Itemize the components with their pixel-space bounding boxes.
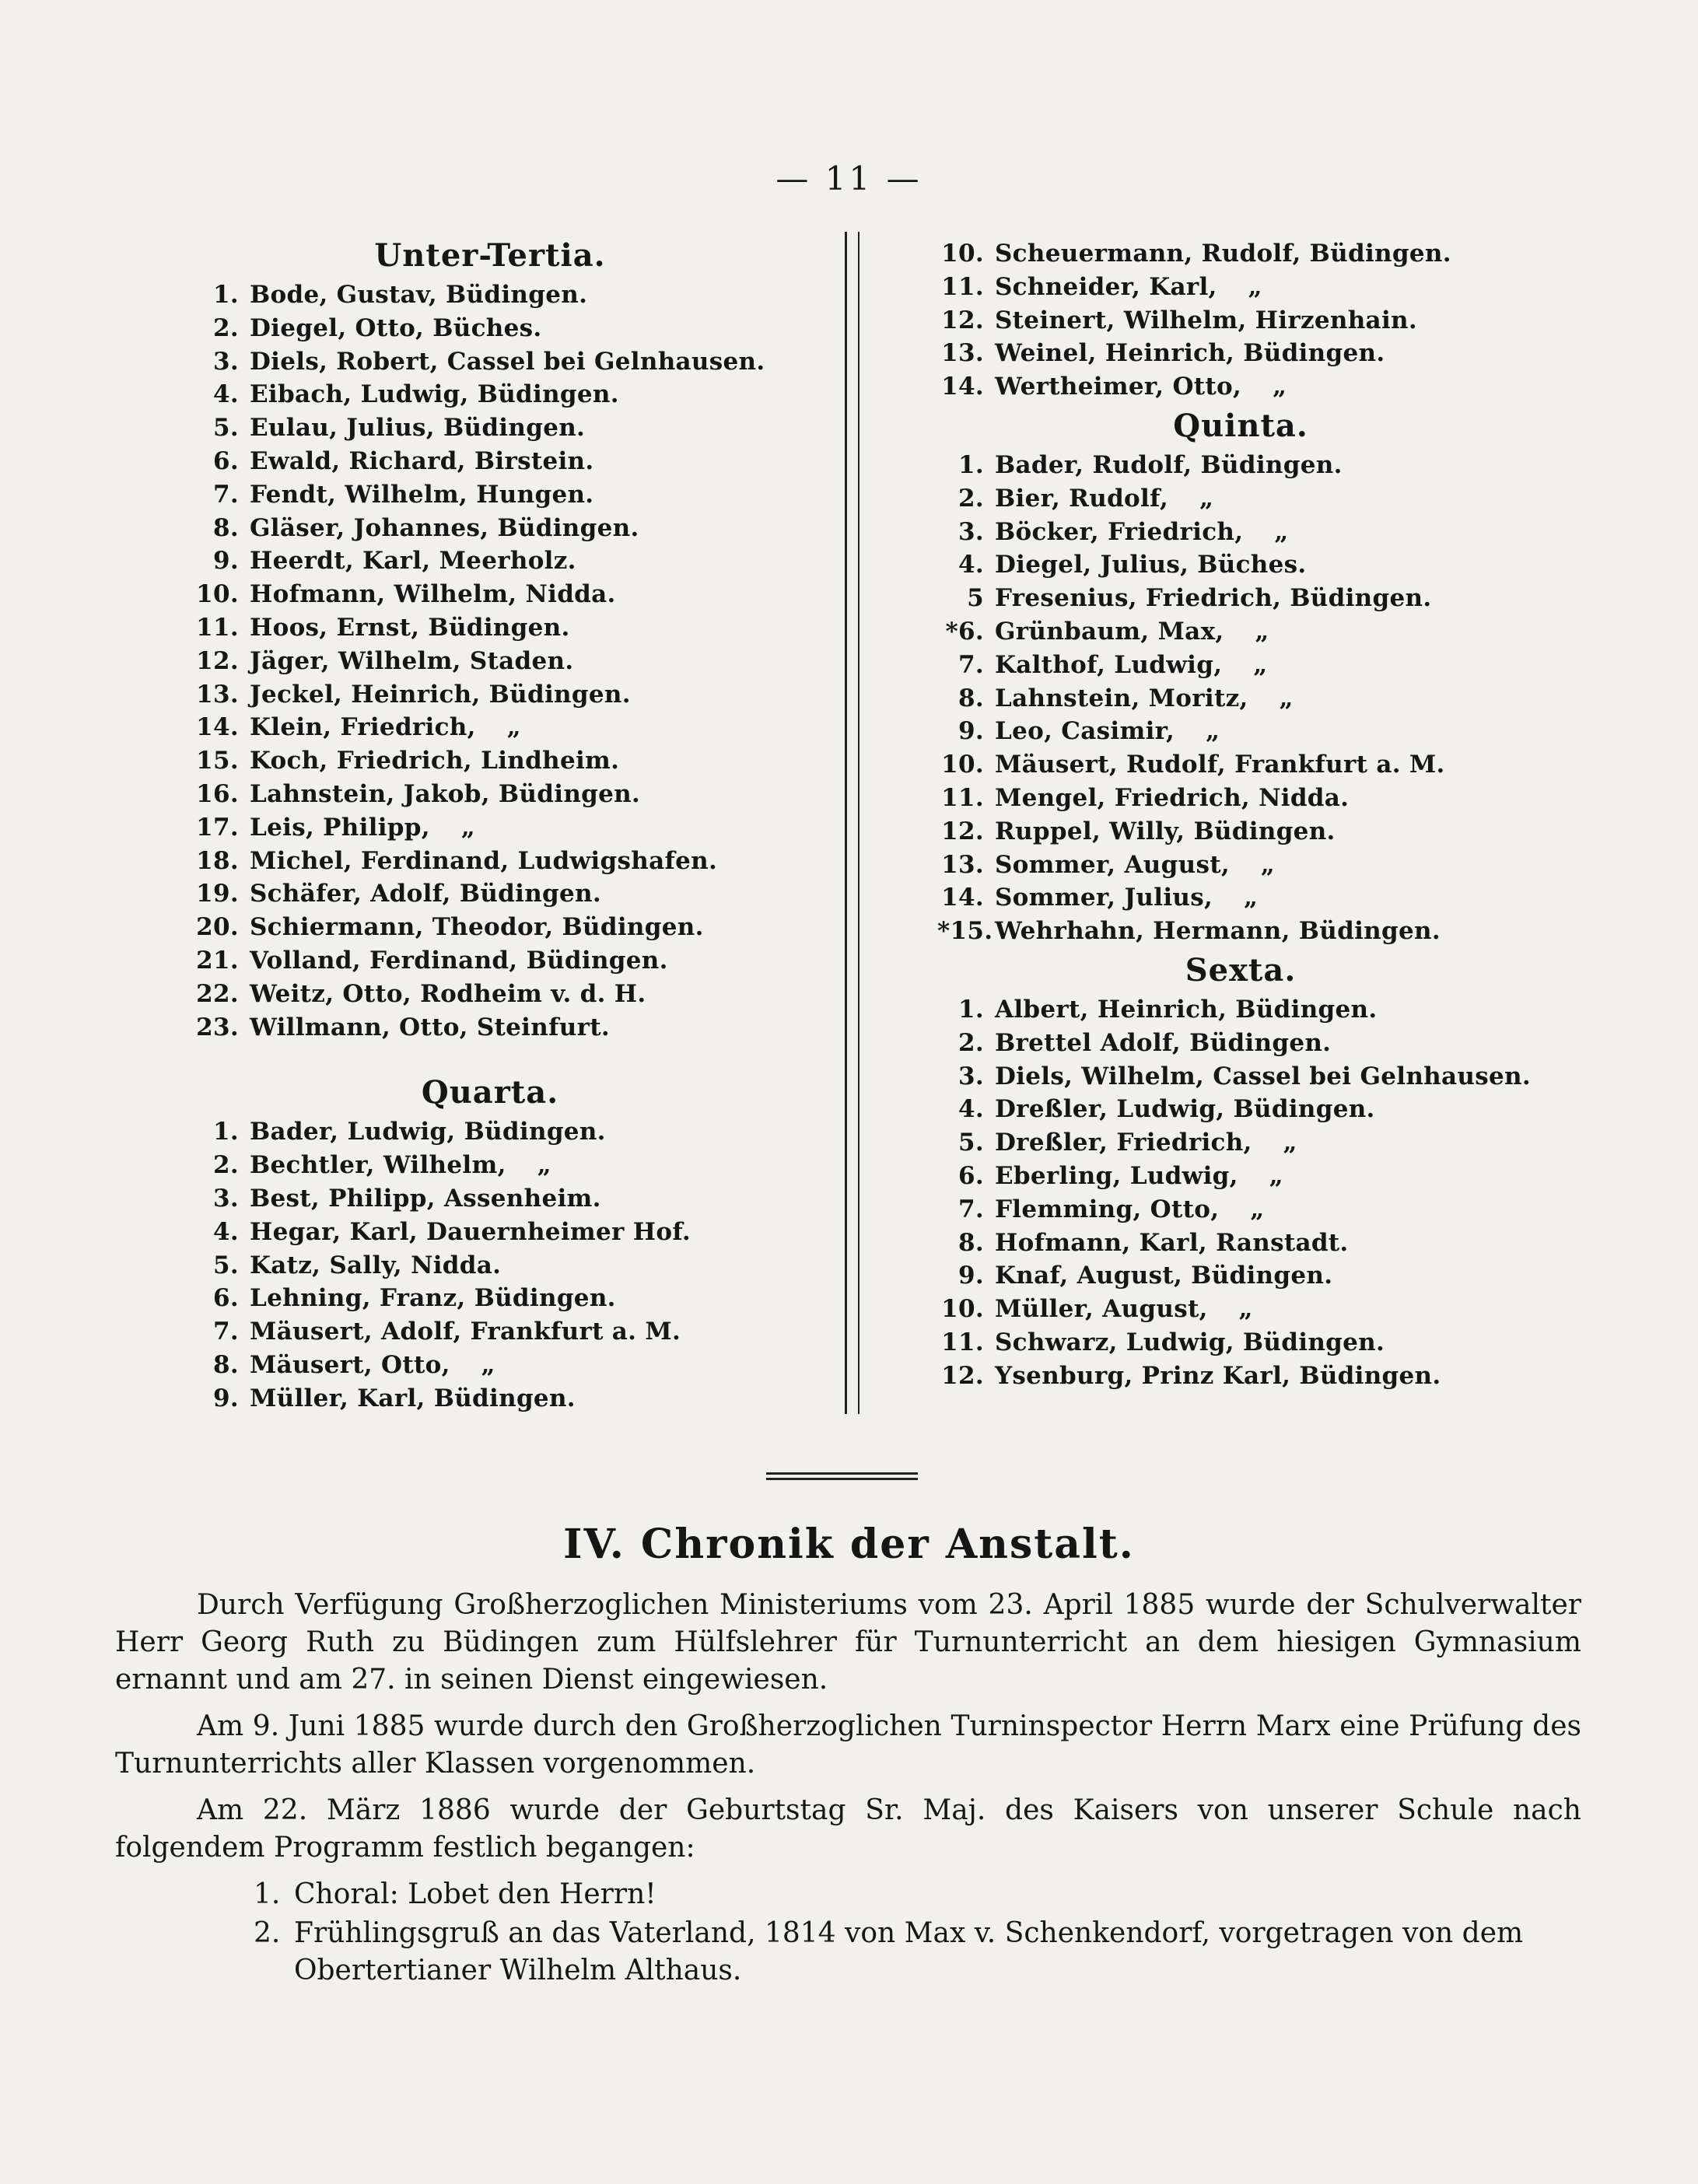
list-item-number: 22. [196,979,239,1008]
list-item [937,582,1544,615]
list-item [937,782,1544,815]
ditto-mark: „ [460,813,475,842]
list-item-number: 10. [941,1295,984,1324]
list-item [937,682,1544,716]
list-item-number: 1. [958,450,984,479]
unter-tertia-continued-list [937,237,1544,404]
section-title-quarta: Quarta. [421,1074,559,1111]
list-item-text: Wehrhahn, Hermann, Büdingen. [995,917,1441,946]
ditto-mark: „ [481,1350,495,1379]
list-item-number: 11. [941,1328,984,1356]
list-item-number: 6. [213,446,239,475]
chronik-title: IV. Chronik der Anstalt. [563,1521,1135,1568]
list-item-number: 1. [213,281,239,309]
list-item-number: 10. [196,580,239,609]
ditto-mark: „ [1206,717,1220,746]
list-item-number: 13. [941,850,984,879]
list-item [167,1182,813,1216]
list-item [167,778,813,811]
list-item [937,993,1544,1027]
list-item [937,304,1544,338]
list-item-text: Willmann, Otto, Steinfurt. [250,1013,610,1041]
list-item-text: Jäger, Wilhelm, Staden. [250,646,574,675]
list-item [167,578,813,611]
unter-tertia-list [167,278,813,1044]
section-title-quinta: Quinta. [1173,407,1308,444]
list-item-text: Michel, Ferdinand, Ludwigshafen. [250,846,718,875]
list-item-text: Dreßler, Ludwig, Büdingen. [995,1095,1375,1124]
list-item-number: 16. [196,779,239,808]
list-item [937,1326,1544,1360]
list-item [937,815,1544,849]
list-item-text: Albert, Heinrich, Büdingen. [995,995,1378,1024]
list-item-text: Lahnstein, Jakob, Büdingen. [250,779,641,808]
quinta-list [937,449,1544,948]
list-item [937,1193,1544,1227]
list-item [167,1349,813,1382]
list-item [167,1382,813,1416]
list-item-text: Müller, August, [995,1295,1208,1324]
ditto-mark: „ [1199,484,1214,513]
list-item-text: Müller, Karl, Büdingen. [250,1384,576,1412]
list-item-text: Bader, Ludwig, Büdingen. [250,1118,606,1146]
list-item-text: Brettel Adolf, Büdingen. [995,1028,1332,1057]
column-divider [845,232,860,1414]
list-item-number: *15. [937,917,993,946]
ditto-mark: „ [1274,517,1289,546]
list-item-text: Jeckel, Heinrich, Büdingen. [250,680,631,709]
list-item-number: 8. [958,684,984,712]
list-item-number: 9. [213,1384,239,1412]
right-column [937,237,1544,1393]
list-item-number: 3. [958,1062,984,1090]
list-item-number: 9. [958,1262,984,1290]
list-item-text: Schneider, Karl, [995,272,1217,301]
ditto-mark: „ [1283,1129,1297,1157]
list-item-number: 7. [958,650,984,679]
list-item-number: 13. [196,680,239,709]
list-item-number: 7. [213,480,239,509]
list-item-number: 5 [967,584,984,613]
chronik-paragraph-3: Am 22. März 1886 wurde der Geburtstag Sr. Maj. des Kaisers von unserer Schule nach folgendem Programm festlich begangen: [115,1794,1581,1864]
list-item [167,1282,813,1315]
sexta-list [937,993,1544,1393]
list-item-number: 10. [941,751,984,779]
list-item [167,312,813,345]
list-item-text: Diegel, Julius, Büches. [995,551,1307,579]
list-item-text: Fendt, Wilhelm, Hungen. [250,480,594,509]
list-item [167,877,813,911]
ditto-mark: „ [537,1151,551,1180]
list-item-number: 3. [213,347,239,376]
list-item [167,544,813,578]
list-item [167,811,813,845]
list-item-number: 2. [213,1151,239,1180]
list-item-text: Klein, Friedrich, [250,713,476,742]
chronik-paragraph-2: Am 9. Juni 1885 wurde durch den Großherzoglichen Turninspector Herrn Marx eine Prüfung des Turnunterrichts aller Klassen vorgenommen. [115,1710,1581,1780]
program-list [115,1876,1581,1990]
list-item-number: 11. [941,272,984,301]
list-item-number: 8. [213,1350,239,1379]
ditto-mark: „ [1248,272,1262,301]
list-item [167,1115,813,1149]
list-item-text: Leis, Philipp, [250,813,430,842]
list-item-text: Steinert, Wilhelm, Hirzenhain. [995,306,1417,334]
list-item [167,411,813,445]
list-item-text: Schiermann, Theodor, Büdingen. [250,913,704,942]
section-title-sexta: Sexta. [1185,951,1297,989]
list-item [937,237,1544,271]
list-item-number: 15. [196,747,239,775]
list-item-number: 19. [196,880,239,908]
list-item [937,615,1544,649]
list-item [167,1011,813,1045]
list-item-text: Weinel, Heinrich, Büdingen. [995,339,1385,368]
list-item-text: Eberling, Ludwig, [995,1161,1238,1190]
list-item-number: 5. [213,1251,239,1279]
list-item [937,1126,1544,1160]
list-item-number: 4. [958,551,984,579]
list-item-text: Koch, Friedrich, Lindheim. [250,747,620,775]
list-item-number: 12. [941,817,984,845]
list-item-number: 20. [196,913,239,942]
list-item-number: 2. [958,484,984,513]
list-item-number: 6. [213,1284,239,1313]
list-item [937,1160,1544,1193]
list-item-text: Grünbaum, Max, [995,617,1224,646]
list-item [937,548,1544,582]
ditto-mark: „ [506,713,521,742]
list-item [937,516,1544,549]
list-item-text: Katz, Sally, Nidda. [250,1251,502,1279]
list-item-text: Ysenburg, Prinz Karl, Büdingen. [995,1361,1441,1390]
list-item [937,649,1544,682]
section-rule-top [766,1472,918,1475]
list-item-text: Bader, Rudolf, Büdingen. [995,450,1343,479]
list-item-number: 5. [213,414,239,443]
list-item-number: 12. [941,306,984,334]
list-item-number: 10. [941,240,984,268]
list-item-text: Bode, Gustav, Büdingen. [250,281,588,309]
list-item [937,1093,1544,1126]
list-item [937,748,1544,782]
list-item-text: Böcker, Friedrich, [995,517,1244,546]
list-item-text: Sommer, Julius, [995,884,1213,912]
list-item-number: 3. [213,1184,239,1213]
list-item-text: Bechtler, Wilhelm, [250,1151,506,1180]
list-item-text: Heerdt, Karl, Meerholz. [250,547,576,576]
list-item [167,678,813,712]
list-item-number: 18. [196,846,239,875]
list-item [167,911,813,944]
list-item-number: 21. [196,946,239,975]
list-item-number: 6. [958,1161,984,1190]
list-item-text: Hoos, Ernst, Büdingen. [250,613,570,642]
ditto-mark: „ [1269,1161,1283,1190]
section-rule-bottom [766,1478,918,1480]
list-item [167,345,813,379]
list-item [167,378,813,411]
list-item-number: 1. [213,1118,239,1146]
ditto-mark: „ [1273,373,1287,401]
list-item-number: 14. [941,884,984,912]
list-item [167,711,813,744]
list-item [937,482,1544,516]
list-item-number: 9. [958,717,984,746]
ditto-mark: „ [1250,1195,1265,1223]
list-item-number: 4. [958,1095,984,1124]
list-item-text: Mäusert, Otto, [250,1350,450,1379]
list-item-number: 11. [941,783,984,812]
list-item [167,1249,813,1283]
list-item [937,449,1544,482]
list-item-number: 5. [958,1129,984,1157]
list-item-text: Mengel, Friedrich, Nidda. [995,783,1350,812]
page-number: — 11 — [775,159,923,198]
list-item [167,744,813,778]
ditto-mark: „ [1279,684,1294,712]
list-item [937,271,1544,304]
list-item [937,881,1544,915]
list-item-number: 8. [958,1228,984,1257]
list-item-text: Mäusert, Adolf, Frankfurt a. M. [250,1318,681,1346]
list-item-text: Eulau, Julius, Büdingen. [250,414,586,443]
list-item [167,1149,813,1182]
list-item-text: Lehning, Franz, Büdingen. [250,1284,616,1313]
program-item: 2. Frühlingsgruß an das Vaterland, 1814 von Max v. Schenkendorf, vorgetragen von dem Obertertianer Wilhelm Althaus. [254,1917,1524,1986]
list-item [167,512,813,545]
chronik-body [115,1587,1581,1991]
list-item [937,849,1544,882]
list-item-text: Eibach, Ludwig, Büdingen. [250,380,619,409]
list-item-number: 2. [958,1028,984,1057]
list-item-number: 8. [213,513,239,542]
list-item-text: Schäfer, Adolf, Büdingen. [250,880,601,908]
list-item [167,611,813,645]
list-item [937,370,1544,404]
section-title-unter-tertia: Unter-Tertia. [374,237,606,274]
list-item-number: *6. [945,617,984,646]
list-item-text: Diels, Wilhelm, Cassel bei Gelnhausen. [995,1062,1531,1090]
list-item [167,445,813,478]
list-item [167,645,813,678]
list-item-text: Mäusert, Rudolf, Frankfurt a. M. [995,751,1445,779]
list-item-number: 14. [196,713,239,742]
list-item-number: 3. [958,517,984,546]
list-item [937,1060,1544,1094]
chronik-paragraph-1: Durch Verfügung Großherzoglichen Ministeriums vom 23. April 1885 wurde der Schulverwalter Herr Georg Ruth zu Büdingen zum Hülfslehrer für Turnunterricht an dem hiesigen Gymnasium ernannt und am 27. in seinen Dienst eingewiesen. [115,1589,1581,1696]
list-item-text: Weitz, Otto, Rodheim v. d. H. [250,979,646,1008]
list-item [937,1259,1544,1293]
list-item-number: 9. [213,547,239,576]
list-item-number: 13. [941,339,984,368]
list-item-text: Ruppel, Willy, Büdingen. [995,817,1336,845]
list-item-text: Ewald, Richard, Birstein. [250,446,594,475]
list-item-text: Diegel, Otto, Büches. [250,313,542,342]
list-item-text: Lahnstein, Moritz, [995,684,1248,712]
list-item [937,1027,1544,1060]
list-item [937,715,1544,748]
list-item-text: Volland, Ferdinand, Büdingen. [250,946,668,975]
list-item-number: 12. [196,646,239,675]
ditto-mark: „ [1238,1295,1253,1324]
list-item-number: 12. [941,1361,984,1390]
list-item-number: 7. [958,1195,984,1223]
list-item-number: 2. [213,313,239,342]
list-item-text: Hegar, Karl, Dauernheimer Hof. [250,1217,691,1246]
list-item-text: Dreßler, Friedrich, [995,1129,1252,1157]
program-item: 1. Choral: Lobet den Herrn! [254,1878,656,1910]
list-item-text: Scheuermann, Rudolf, Büdingen. [995,240,1451,268]
list-item [167,1216,813,1249]
list-item [937,1360,1544,1393]
list-item [167,1315,813,1349]
list-item-number: 17. [196,813,239,842]
list-item-text: Best, Philipp, Assenheim. [250,1184,601,1213]
list-item-text: Hofmann, Wilhelm, Nidda. [250,580,616,609]
list-item [167,278,813,312]
ditto-mark: „ [1244,884,1259,912]
list-item [937,337,1544,370]
list-item-text: Leo, Casimir, [995,717,1175,746]
list-item-number: 4. [213,380,239,409]
list-item [937,1293,1544,1326]
quarta-list [167,1115,813,1415]
list-item-text: Flemming, Otto, [995,1195,1220,1223]
left-column [167,233,813,1416]
list-item-number: 4. [213,1217,239,1246]
list-item [937,1227,1544,1260]
list-item-text: Diels, Robert, Cassel bei Gelnhausen. [250,347,765,376]
ditto-mark: „ [1253,650,1268,679]
list-item-number: 1. [958,995,984,1024]
list-item-number: 11. [196,613,239,642]
list-item-text: Hofmann, Karl, Ranstadt. [995,1228,1349,1257]
list-item-text: Sommer, August, [995,850,1230,879]
list-item [167,978,813,1011]
list-item-number: 23. [196,1013,239,1041]
list-item [167,944,813,978]
list-item-text: Knaf, August, Büdingen. [995,1262,1333,1290]
list-item-text: Gläser, Johannes, Büdingen. [250,513,639,542]
list-item-text: Wertheimer, Otto, [995,373,1242,401]
list-item-number: 14. [941,373,984,401]
ditto-mark: „ [1260,850,1276,879]
list-item-number: 7. [213,1318,239,1346]
ditto-mark: „ [1255,617,1269,646]
list-item [167,478,813,512]
list-item-text: Fresenius, Friedrich, Büdingen. [995,584,1432,613]
list-item-text: Kalthof, Ludwig, [995,650,1223,679]
list-item-text: Schwarz, Ludwig, Büdingen. [995,1328,1385,1356]
list-item-text: Bier, Rudolf, [995,484,1169,513]
list-item [937,915,1544,948]
list-item [167,845,813,878]
